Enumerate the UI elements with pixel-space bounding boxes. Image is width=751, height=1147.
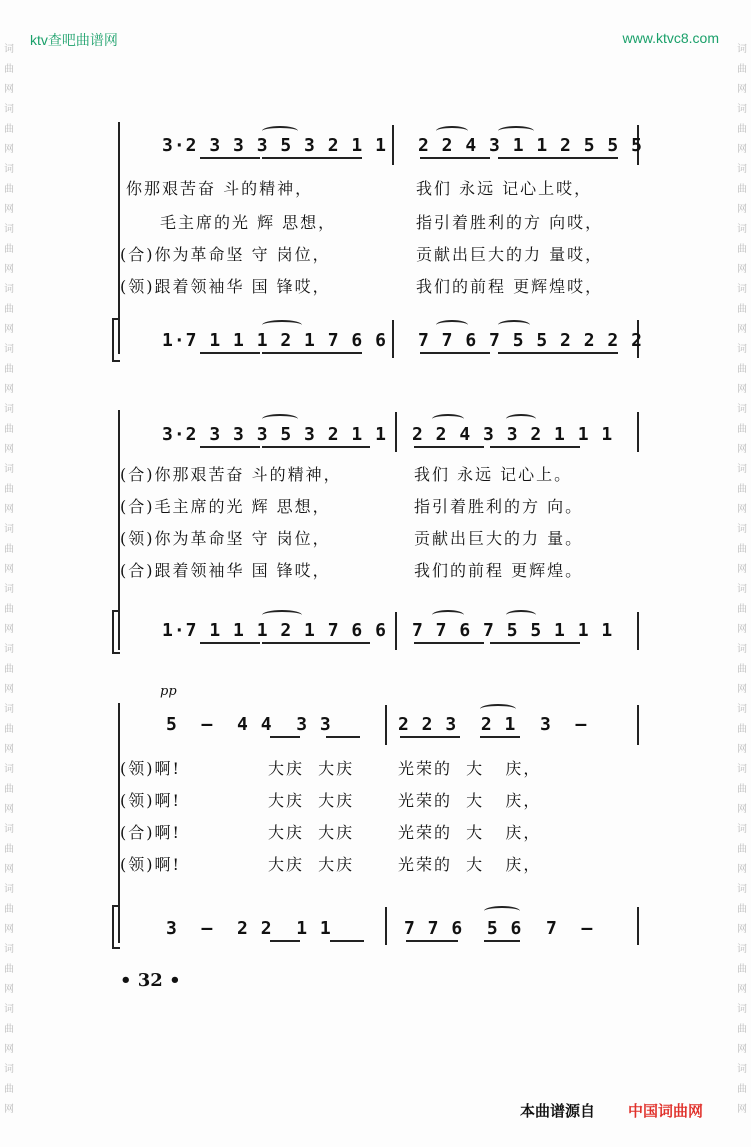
system-3-lyric-mid-4: 大庆 大庆 [268, 855, 355, 874]
underline [200, 642, 260, 644]
system-2-lower-notes-b: 7 7 6 7 5 5 1 1 1 [412, 620, 614, 641]
slur [484, 906, 520, 916]
system-3-mid-bar-top [385, 705, 387, 745]
system-3-lyric-mid-2: 大庆 大庆 [268, 791, 355, 810]
slur [262, 320, 302, 330]
underline [270, 736, 300, 738]
system-3-mid-bar-bottom [385, 907, 387, 945]
slur [498, 320, 530, 330]
system-1-lyric-3: (合)你为革命坚 守 岗位， [120, 245, 331, 264]
dynamic-marking: pp [160, 684, 177, 699]
system-2-bracket [112, 610, 120, 654]
system-2-right-bar-bottom [637, 612, 639, 650]
system-2-lyric-2: (合)毛主席的光 辉 思想， [120, 497, 331, 516]
system-1-lyric-4: (领)跟着领袖华 国 锋哎， [120, 277, 331, 296]
system-1-mid-bar-bottom [392, 320, 394, 358]
system-1-upper-notes-a: 3·2 3 3 3 5 3 2 1 1 [162, 135, 387, 156]
underline [262, 157, 362, 159]
system-1-bracket [112, 318, 120, 362]
header-site-name[interactable]: ktv查吧曲谱网 [30, 32, 118, 48]
system-3-upper-notes-a: 5 – 4 4 3 3 [166, 714, 332, 735]
system-3-lower-notes-a: 3 – 2 2 1 1 [166, 918, 332, 939]
slur [498, 126, 534, 136]
underline [200, 352, 260, 354]
side-watermark-right: 词曲网词曲网词曲网词曲网词曲网词曲网词曲网词曲网词曲网词曲网词曲网词曲网词曲网词曲网词曲网词曲网词曲网词曲网 [737, 44, 747, 1115]
underline [270, 940, 300, 942]
system-2-lower-notes-a: 1·7 1 1 1 2 1 7 6 6 [162, 620, 387, 641]
slur [262, 126, 298, 136]
system-1-lower-notes-a: 1·7 1 1 1 2 1 7 6 6 [162, 330, 387, 351]
system-2-mid-bar-bottom [395, 612, 397, 650]
underline [330, 940, 364, 942]
side-watermark-left: 词曲网词曲网词曲网词曲网词曲网词曲网词曲网词曲网词曲网词曲网词曲网词曲网词曲网词曲网词曲网词曲网词曲网词曲网 [4, 44, 14, 1115]
system-2-lyric-1b: 我们 永远 记心上。 [414, 465, 573, 484]
system-1-lyric-2: 毛主席的光 辉 思想， [160, 213, 337, 232]
underline [262, 642, 370, 644]
system-1-lower-notes-b: 7 7 6 7 5 5 2 2 2 2 [418, 330, 643, 351]
underline [480, 736, 520, 738]
system-1-lyric-1b: 我们 永远 记心上哎， [416, 179, 593, 198]
underline [414, 446, 484, 448]
system-3-lyric-end-2: 光荣的 大 庆， [398, 791, 542, 810]
slur [506, 610, 536, 620]
system-3-bracket [112, 905, 120, 949]
footer-source-site[interactable]: 中国词曲网 [628, 1102, 704, 1120]
system-3-lyric-end-1: 光荣的 大 庆， [398, 759, 542, 778]
system-2-right-bar-top [637, 412, 639, 452]
system-3-lyric-end-3: 光荣的 大 庆， [398, 823, 542, 842]
underline [262, 446, 370, 448]
system-3-lyric-end-4: 光荣的 大 庆， [398, 855, 542, 874]
header-site-url[interactable]: www.ktvc8.com [622, 30, 719, 46]
underline [406, 940, 458, 942]
underline [498, 352, 618, 354]
underline [420, 157, 490, 159]
underline [414, 642, 484, 644]
slur [262, 610, 302, 620]
system-3-lyric-4: (领)啊! [120, 855, 181, 874]
system-2-lyric-4: (合)跟着领袖华 国 锋哎， [120, 561, 331, 580]
underline [262, 352, 362, 354]
system-3-upper-notes-b: 2 2 3 2 1 3 – [398, 714, 588, 735]
system-1-lyric-3b: 贡献出巨大的力 量哎， [416, 245, 604, 264]
system-2-lyric-4b: 我们的前程 更辉煌。 [414, 561, 584, 580]
page-number: • 32 • [120, 970, 181, 991]
footer-source-label: 本曲谱源自 [520, 1102, 596, 1120]
system-1-lyric-1: 你那艰苦奋 斗的精神， [126, 179, 314, 198]
underline [498, 157, 618, 159]
system-3-lyric-2: (领)啊! [120, 791, 181, 810]
slur [436, 126, 468, 136]
system-3-lyric-1: (领)啊! [120, 759, 181, 778]
system-1-lyric-4b: 我们的前程 更辉煌哎， [416, 277, 604, 296]
underline [484, 940, 520, 942]
system-3-lyric-3: (合)啊! [120, 823, 181, 842]
system-3-lyric-mid-3: 大庆 大庆 [268, 823, 355, 842]
underline [326, 736, 360, 738]
slur [436, 320, 468, 330]
slur [480, 704, 516, 714]
slur [432, 610, 464, 620]
system-3-right-bar-top [637, 705, 639, 745]
underline [420, 352, 490, 354]
underline [200, 157, 260, 159]
slur [432, 414, 464, 424]
system-2-lyric-1: (合)你那艰苦奋 斗的精神， [120, 465, 342, 484]
underline [200, 446, 260, 448]
system-1-mid-bar-top [392, 125, 394, 165]
underline [490, 642, 580, 644]
slur [262, 414, 298, 424]
system-1-lyric-2b: 指引着胜利的方 向哎， [416, 213, 604, 232]
system-1-upper-notes-b: 2 2 4 3 1 1 2 5 5 5 [418, 135, 643, 156]
system-2-lyric-3b: 贡献出巨大的力 量。 [414, 529, 584, 548]
underline [490, 446, 580, 448]
system-3-lyric-mid-1: 大庆 大庆 [268, 759, 355, 778]
underline [400, 736, 460, 738]
system-2-upper-notes-a: 3·2 3 3 3 5 3 2 1 1 [162, 424, 387, 445]
system-3-right-bar-bottom [637, 907, 639, 945]
slur [506, 414, 536, 424]
system-2-upper-notes-b: 2 2 4 3 3 2 1 1 1 [412, 424, 614, 445]
system-2-lyric-3: (领)你为革命坚 守 岗位， [120, 529, 331, 548]
system-2-lyric-2b: 指引着胜利的方 向。 [414, 497, 584, 516]
system-3-lower-notes-b: 7 7 6 5 6 7 – [404, 918, 594, 939]
system-2-mid-bar-top [395, 412, 397, 452]
